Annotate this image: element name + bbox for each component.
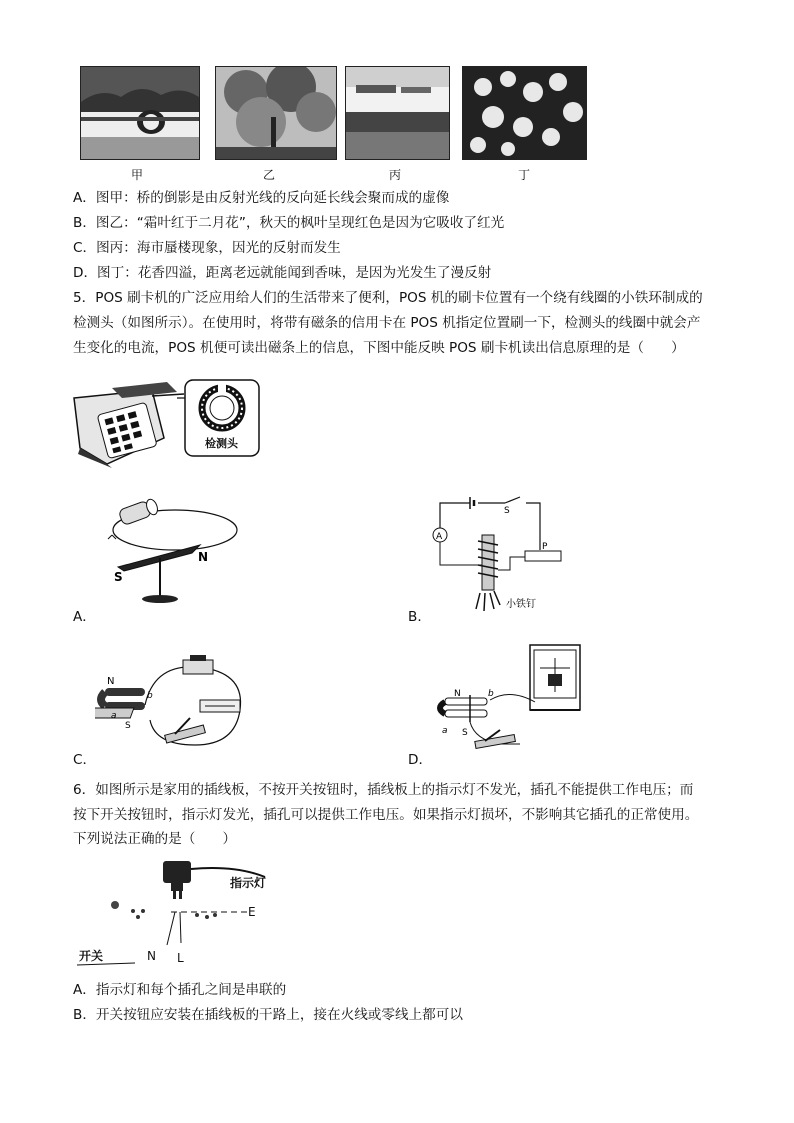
fig-b-p: P: [542, 542, 548, 552]
photo-ding: [462, 66, 587, 160]
wire-l-label: L: [177, 951, 184, 965]
indicator-light-icon: [111, 901, 119, 909]
electromagnet-icon: [478, 535, 498, 590]
pos-machine-icon: [74, 382, 184, 468]
fig-a-s: S: [114, 570, 123, 584]
q5-text-line-3: 生变化的电流，POS 机便可读出磁条上的信息，下图中能反映 POS 刷卡机读出信息原理的是（ ）: [73, 340, 685, 356]
caption-bing: 丙: [389, 168, 402, 182]
coil-icon: [118, 498, 159, 526]
q5-option-a: A．: [73, 609, 96, 625]
fig-c-a: a: [111, 711, 117, 721]
q5-option-b: B．: [408, 609, 431, 625]
fig-b-s: S: [504, 506, 510, 516]
pos-machine-figure: [72, 378, 262, 468]
q6-text-line-1: 6．如图所示是家用的插线板，不按开关按钮时，插线板上的指示灯不发光，插孔不能提供工作电压；而: [73, 782, 694, 798]
wire-n-label: N: [147, 949, 156, 963]
fig-d-a: a: [442, 726, 448, 736]
q5-option-c: C．: [73, 752, 97, 768]
horseshoe-magnet-icon: [101, 688, 145, 710]
horseshoe-magnet-icon-d: [440, 698, 487, 717]
q5-text-line-2: 检测头（如图所示）。在使用时，将带有磁条的信用卡在 POS 机指定位置刷一下，检测头的线圈中就会产: [73, 315, 701, 331]
q4-option-d: D．图丁：花香四溢，距离老远就能闻到香味，是因为光发生了漫反射: [73, 265, 492, 281]
fig-d-n: N: [454, 689, 461, 699]
fig-a-n: N: [198, 550, 209, 564]
fig-c-n: N: [107, 676, 115, 687]
detector-label: 检测头: [205, 437, 238, 450]
q6-option-a: A．指示灯和每个插孔之间是串联的: [73, 982, 287, 998]
q5-fig-b: [430, 495, 570, 615]
q5-fig-c: [95, 650, 270, 755]
fig-b-ammeter: A: [436, 532, 443, 542]
q4-option-a: A．图甲：桥的倒影是由反射光线的反向延长线会聚而成的虚像: [73, 190, 450, 206]
q5-text-line-1: 5．POS 刷卡机的广泛应用给人们的生活带来了便利，POS 机的刷卡位置有一个绕有线圈的小铁环制成的: [73, 290, 703, 306]
photo-bing: [345, 66, 450, 160]
wire-e-label: E: [248, 905, 256, 919]
q6-text-line-2: 按下开关按钮时，指示灯发光，插孔可以提供工作电压。如果指示灯损坏，不影响其它插孔的正常使用。: [73, 807, 699, 823]
q5-option-d: D．: [408, 752, 433, 768]
switch-label: 开关: [79, 949, 104, 963]
fig-b-nail-label: 小铁钉: [506, 599, 536, 610]
caption-jia: 甲: [131, 168, 144, 182]
q6-option-b: B．开关按钮应安装在插线板的干路上，接在火线或零线上都可以: [73, 1007, 463, 1023]
q4-option-c: C．图丙：海市蜃楼现象，因光的反射而发生: [73, 240, 341, 256]
photo-yi: [215, 66, 337, 160]
fig-d-b: b: [488, 689, 494, 699]
q5-fig-d: [430, 640, 590, 755]
indicator-label: 指示灯: [230, 876, 267, 890]
caption-ding: 丁: [518, 168, 531, 182]
power-strip-figure: [75, 855, 300, 970]
fig-d-s: S: [462, 728, 468, 738]
q4-option-b: B．图乙：“霜叶红于二月花”，秋天的枫叶呈现红色是因为它吸收了红光: [73, 215, 505, 231]
caption-yi: 乙: [263, 168, 276, 182]
photo-jia: [80, 66, 200, 160]
q6-text-line-3: 下列说法正确的是（ ）: [73, 831, 237, 847]
q5-fig-a: [100, 495, 240, 610]
fig-c-b: b: [147, 691, 153, 701]
fig-c-s: S: [125, 721, 131, 731]
